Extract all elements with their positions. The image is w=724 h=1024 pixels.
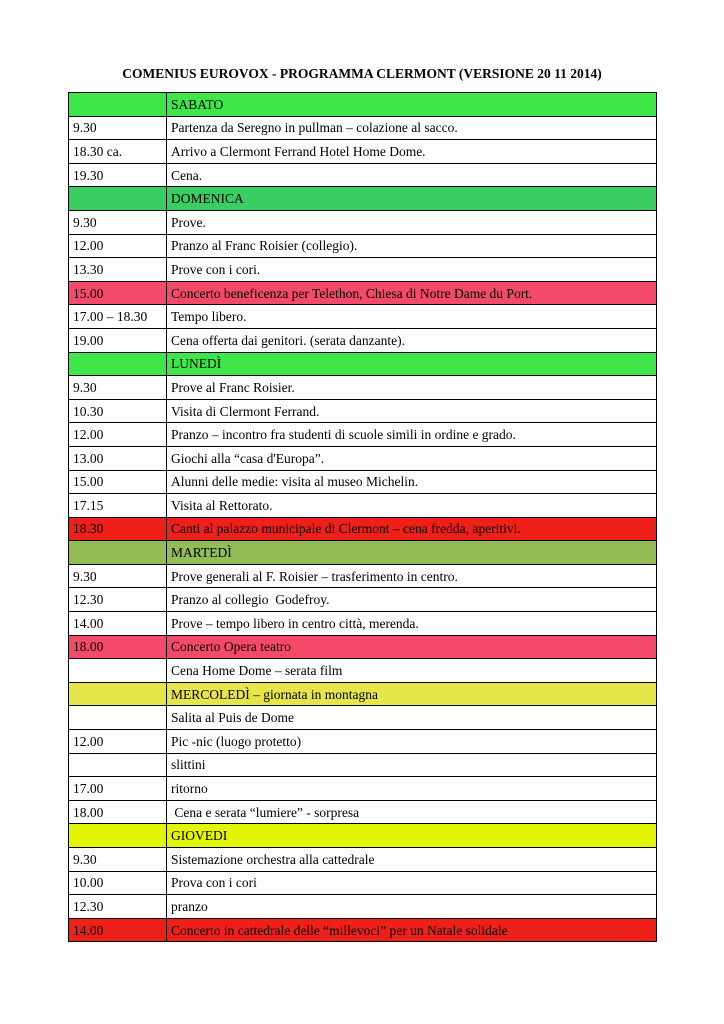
time-cell: 10.30 (69, 399, 167, 423)
activity-cell: Pranzo – incontro fra studenti di scuole simili in ordine e grado. (167, 423, 657, 447)
time-cell: 19.00 (69, 328, 167, 352)
time-cell: 17.00 – 18.30 (69, 305, 167, 329)
table-row (69, 116, 657, 140)
table-row (69, 564, 657, 588)
activity-cell: Prove. (167, 210, 657, 234)
activity-cell: Prove al Franc Roisier. (167, 376, 657, 400)
activity-cell: Concerto Opera teatro (167, 635, 657, 659)
activity-cell: Prove – tempo libero in centro città, merenda. (167, 612, 657, 636)
table-row (69, 163, 657, 187)
time-cell: 9.30 (69, 564, 167, 588)
table-row (69, 376, 657, 400)
table-row (69, 140, 657, 164)
activity-cell: Concerto in cattedrale delle “millevoci” per un Natale solidale (167, 918, 657, 942)
activity-cell: Tempo libero. (167, 305, 657, 329)
time-cell: 9.30 (69, 210, 167, 234)
activity-cell: Pic -nic (luogo protetto) (167, 730, 657, 754)
schedule-body (69, 93, 657, 942)
activity-cell: Pranzo al Franc Roisier (collegio). (167, 234, 657, 258)
table-row (69, 517, 657, 541)
table-row (69, 234, 657, 258)
table-row (69, 682, 657, 706)
table-row (69, 871, 657, 895)
time-cell: 12.00 (69, 234, 167, 258)
table-row (69, 187, 657, 211)
day-header-cell: MARTEDÌ (167, 541, 657, 565)
schedule-table (68, 92, 657, 942)
table-row (69, 305, 657, 329)
time-cell: 15.00 (69, 470, 167, 494)
activity-cell: Alunni delle medie: visita al museo Michelin. (167, 470, 657, 494)
table-row (69, 352, 657, 376)
table-row (69, 494, 657, 518)
table-row (69, 399, 657, 423)
activity-cell: Cena Home Dome – serata film (167, 659, 657, 683)
activity-cell: Arrivo a Clermont Ferrand Hotel Home Dome. (167, 140, 657, 164)
time-cell (69, 187, 167, 211)
activity-cell: Concerto beneficenza per Telethon, Chiesa di Notre Dame du Port. (167, 281, 657, 305)
time-cell: 13.00 (69, 446, 167, 470)
time-cell: 14.00 (69, 918, 167, 942)
time-cell: 18.30 (69, 517, 167, 541)
day-header-cell: DOMENICA (167, 187, 657, 211)
activity-cell: Salita al Puis de Dome (167, 706, 657, 730)
time-cell: 18.00 (69, 800, 167, 824)
page-title: COMENIUS EUROVOX - PROGRAMMA CLERMONT (VERSIONE 20 11 2014) (122, 66, 602, 81)
table-row (69, 659, 657, 683)
time-cell (69, 659, 167, 683)
activity-cell: pranzo (167, 895, 657, 919)
activity-cell: Cena. (167, 163, 657, 187)
table-row (69, 777, 657, 801)
activity-cell: Visita di Clermont Ferrand. (167, 399, 657, 423)
time-cell: 12.00 (69, 423, 167, 447)
time-cell (69, 682, 167, 706)
activity-cell: Sistemazione orchestra alla cattedrale (167, 848, 657, 872)
time-cell: 12.30 (69, 895, 167, 919)
table-row (69, 730, 657, 754)
time-cell (69, 753, 167, 777)
table-row (69, 635, 657, 659)
activity-cell: Prove con i cori. (167, 258, 657, 282)
activity-cell: Pranzo al collegio Godefroy. (167, 588, 657, 612)
table-row (69, 588, 657, 612)
activity-cell: Giochi alla “casa d'Europa”. (167, 446, 657, 470)
time-cell: 19.30 (69, 163, 167, 187)
time-cell: 9.30 (69, 848, 167, 872)
activity-cell: Prove generali al F. Roisier – trasferimento in centro. (167, 564, 657, 588)
time-cell: 15.00 (69, 281, 167, 305)
time-cell: 18.30 ca. (69, 140, 167, 164)
table-row (69, 328, 657, 352)
time-cell (69, 352, 167, 376)
table-row (69, 824, 657, 848)
table-row (69, 93, 657, 117)
time-cell: 9.30 (69, 116, 167, 140)
time-cell (69, 93, 167, 117)
table-row (69, 423, 657, 447)
table-row (69, 541, 657, 565)
table-row (69, 918, 657, 942)
time-cell: 13.30 (69, 258, 167, 282)
table-row (69, 210, 657, 234)
time-cell: 18.00 (69, 635, 167, 659)
time-cell: 12.00 (69, 730, 167, 754)
table-row (69, 895, 657, 919)
time-cell: 14.00 (69, 612, 167, 636)
table-row (69, 470, 657, 494)
table-row (69, 281, 657, 305)
time-cell (69, 824, 167, 848)
day-header-cell: MERCOLEDÌ – giornata in montagna (167, 682, 657, 706)
time-cell: 17.15 (69, 494, 167, 518)
table-row (69, 753, 657, 777)
time-cell: 17.00 (69, 777, 167, 801)
day-header-cell: GIOVEDI (167, 824, 657, 848)
time-cell: 12.30 (69, 588, 167, 612)
day-header-cell: SABATO (167, 93, 657, 117)
table-row (69, 612, 657, 636)
activity-cell: Prova con i cori (167, 871, 657, 895)
table-row (69, 258, 657, 282)
time-cell: 9.30 (69, 376, 167, 400)
table-row (69, 800, 657, 824)
table-row (69, 848, 657, 872)
table-row (69, 446, 657, 470)
activity-cell: Cena e serata “lumiere” - sorpresa (167, 800, 657, 824)
activity-cell: ritorno (167, 777, 657, 801)
time-cell: 10.00 (69, 871, 167, 895)
activity-cell: Cena offerta dai genitori. (serata danzante). (167, 328, 657, 352)
time-cell (69, 541, 167, 565)
activity-cell: Visita al Rettorato. (167, 494, 657, 518)
activity-cell: Partenza da Seregno in pullman – colazione al sacco. (167, 116, 657, 140)
table-row (69, 706, 657, 730)
time-cell (69, 706, 167, 730)
activity-cell: slittini (167, 753, 657, 777)
day-header-cell: LUNEDÌ (167, 352, 657, 376)
activity-cell: Canti al palazzo municipale di Clermont – cena fredda, aperitivi. (167, 517, 657, 541)
